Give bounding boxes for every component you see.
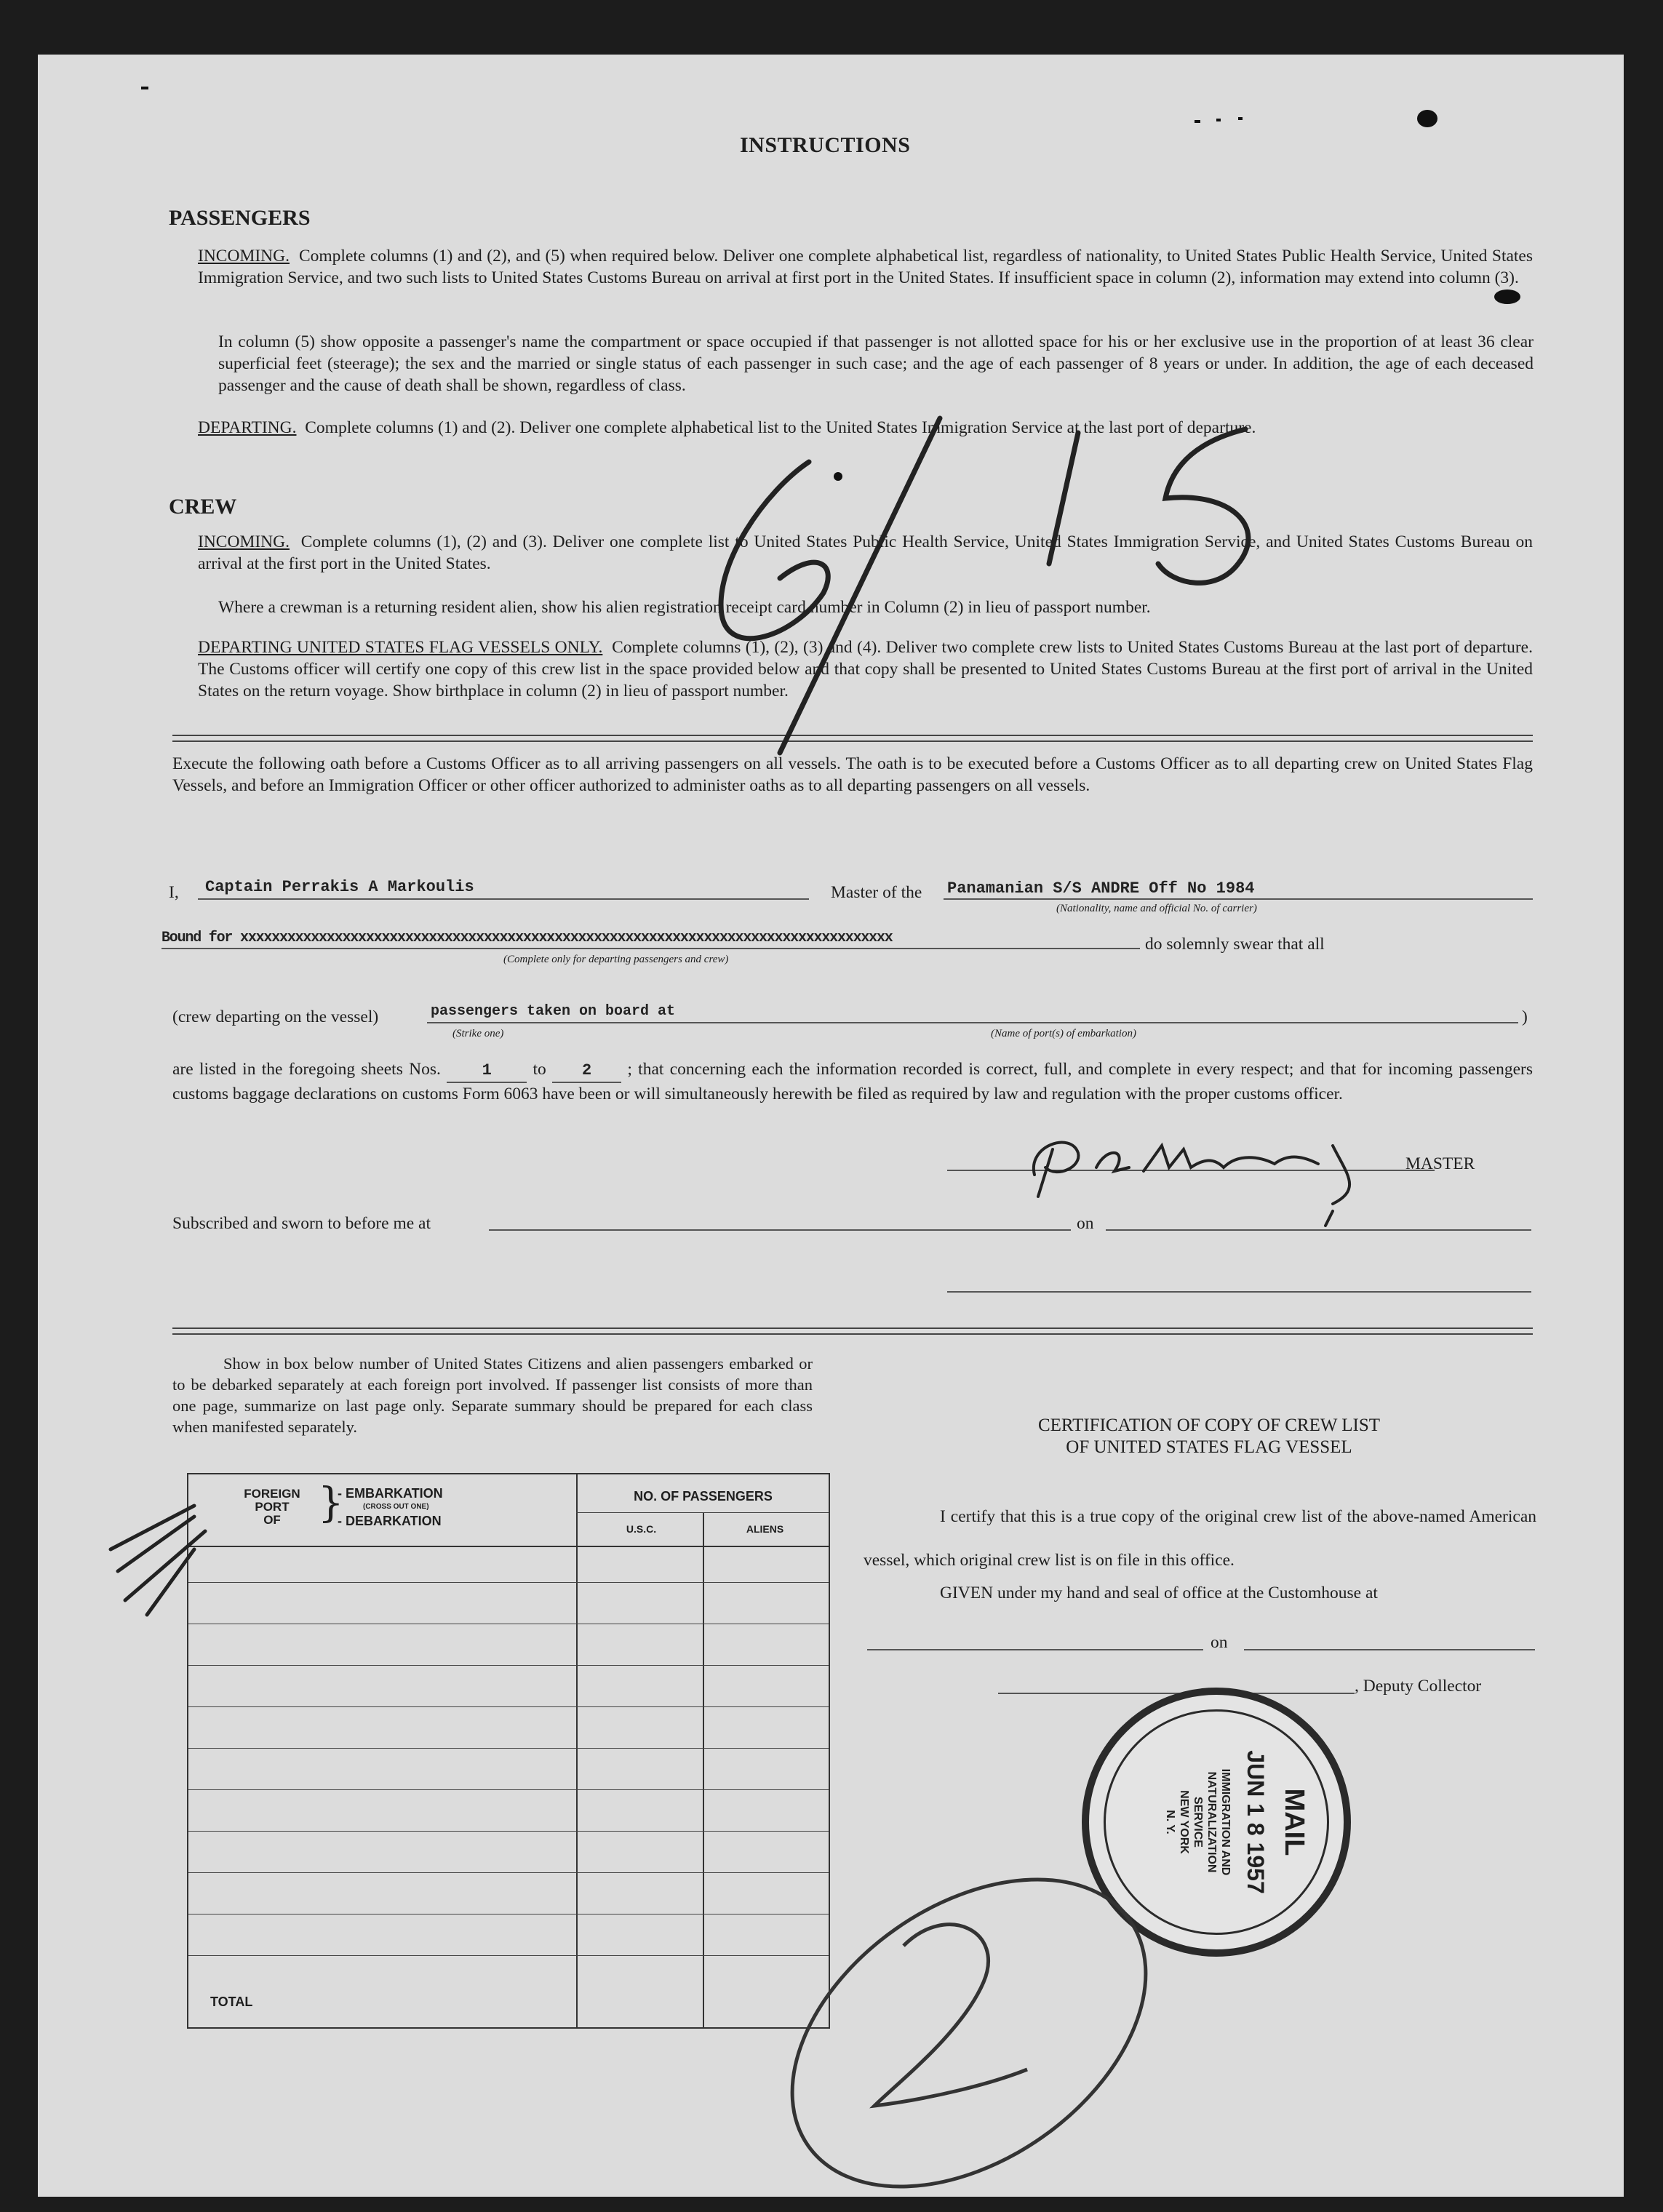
scan-marks (141, 87, 1520, 481)
col-foreign-port-line: OF (263, 1513, 281, 1527)
passengers-column5: In column (5) show opposite a passenger's name the compartment or space occupied if that passenger is not allotted space for his or her exclusive use in the proportion of at least 36 clear superficial feet (steerage); the sex and the married or single status of each passenger in such case; and the age of each passenger of 8 years or under. In addition, the age of each deceased passenger and the cause of death shall be shown, regardless of class. (218, 332, 1534, 395)
master-label: MASTER (1405, 1154, 1475, 1173)
stamp-line: SERVICE (1192, 1797, 1204, 1848)
crew-resident-alien: Where a crewman is a returning resident alien, show his alien registration receipt card number in Column (2) in lieu of passport number. (218, 598, 1151, 617)
passengers-departing-text: Complete columns (1) and (2). Deliver one complete alphabetical list to the United States Immigration Service at the last port of departure. (305, 418, 1256, 437)
bound-caption: (Complete only for departing passengers and crew) (503, 954, 729, 965)
total-label: TOTAL (210, 1995, 253, 2009)
crew-incoming-text: Complete columns (1), (2) and (3). Deliver one complete list to United States Public Health Service, United States Immigration Service, and United States Customs Bureau on arrival at the first port in the United States. (198, 532, 1533, 573)
sheets-prefix: are listed in the foregoing sheets Nos. (172, 1060, 441, 1079)
certification-heading-line2: OF UNITED STATES FLAG VESSEL (1066, 1437, 1352, 1457)
sheet-from: 1 (447, 1060, 527, 1083)
circled-number-2 (735, 1816, 1203, 2197)
certify-text: I certify that this is a true copy of the original crew list of the above-named American vessel, which original crew list is on file in this office. (864, 1507, 1536, 1570)
oath-i-label: I, (169, 883, 179, 902)
crew-incoming-label: INCOMING. (198, 532, 290, 551)
strike-caption: (Strike one) (452, 1028, 504, 1039)
passengers-incoming-label: INCOMING. (198, 247, 290, 265)
sheets-text: ; that concerning each the information recorded is correct, full, and complete in every respect; and that for incoming passengers customs baggage declarations on customs Form 6063 have been or will simultaneously herewith be filed as required by law and regulation with the proper customs officer. (172, 1060, 1534, 1103)
document-page (38, 55, 1624, 2197)
cross-out-label: (CROSS OUT ONE) (363, 1503, 429, 1511)
deputy-collector-label: , Deputy Collector (1355, 1677, 1482, 1696)
stamp-line: N. Y. (1164, 1810, 1176, 1834)
master-of-label: Master of the (831, 883, 922, 902)
close-paren: ) (1522, 1007, 1528, 1026)
crew-heading: CREW (169, 495, 237, 519)
debarkation-label: - DEBARKATION (338, 1514, 442, 1528)
strike-text: passengers taken on board at (431, 1003, 676, 1020)
col-foreign-port-line: FOREIGN (244, 1487, 300, 1501)
given-text: GIVEN under my hand and seal of office at the Customhouse at (940, 1584, 1378, 1602)
master-signature (1034, 1143, 1349, 1226)
passengers-heading: PASSENGERS (169, 206, 311, 230)
hand-slash-marks (111, 1506, 205, 1615)
stamp-date: JUN 1 8 1957 (1243, 1750, 1269, 1894)
subscribed-on-label: on (1077, 1214, 1094, 1233)
summary-instruction: Show in box below number of United States Citizens and alien passengers embarked or to be debarked separately at each foreign port involved. If passenger list consists of more than one page, summarize on last page only. Separate summary should be prepared for each class when manifested separately. (172, 1354, 813, 1436)
no-of-passengers-header: NO. OF PASSENGERS (634, 1489, 773, 1504)
bound-for: Bound for xxxxxxxxxxxxxxxxxxxxxxxxxxxxxxxxxxxxxxxxxxxxxxxxxxxxxxxxxxxxxxxxxxxxxxxxxxxxxxxxxxx (161, 930, 893, 946)
handwritten-number-6-15 (721, 418, 1248, 753)
passengers-departing-label: DEPARTING. (198, 418, 297, 437)
col-foreign-port-line: PORT (255, 1500, 290, 1514)
brace: } (318, 1480, 344, 1527)
swear-text: do solemnly swear that all (1145, 935, 1325, 954)
certification-heading-line1: CERTIFICATION OF COPY OF CREW LIST (1037, 1416, 1381, 1435)
port-caption: (Name of port(s) of embarkation) (991, 1028, 1136, 1039)
vessel-name: Panamanian S/S ANDRE Off No 1984 (947, 879, 1255, 898)
passengers-incoming-text: Complete columns (1) and (2), and (5) when required below. Deliver one complete alphabetical list, regardless of nationality, to United States Public Health Service, United States Immigration Service, and two such lists to United States Customs Bureau on arrival at first port in the United States. If insufficient space in column (2), information may extend into column (3). (198, 247, 1534, 287)
oath-intro: Execute the following oath before a Customs Officer as to all arriving passengers on all vessels. The oath is to be executed before a Customs Officer as to all departing crew on United States Flag Vessels, and before an Immigration Officer or other officer authorized to administer oaths as to all departing passengers on all vessels. (172, 754, 1533, 795)
stamp-mail: MAIL (1279, 1788, 1309, 1856)
aliens-header: ALIENS (746, 1523, 784, 1535)
stamp-line: IMMIGRATION AND (1219, 1768, 1232, 1876)
usc-header: U.S.C. (626, 1523, 657, 1535)
page-title: INSTRUCTIONS (740, 133, 911, 157)
hand-annotations (38, 55, 1624, 2197)
crew-departing-text: Complete columns (1), (2), (3) and (4). Deliver two complete crew lists to United States Customs Bureau at the last port of departure. The Customs officer will certify one copy of this crew list in the space provided below and that copy shall be presented to United States Customs Bureau at the first port of arrival in the United States on the return voyage. Show birthplace in column (2) in lieu of passport number. (198, 638, 1533, 700)
crew-departing-label: DEPARTING UNITED STATES FLAG VESSELS ONLY. (198, 638, 603, 657)
master-name: Captain Perrakis A Markoulis (205, 878, 474, 896)
to-label: to (533, 1060, 546, 1079)
embarkation-label: - EMBARKATION (338, 1486, 443, 1501)
vessel-caption: (Nationality, name and official No. of carrier) (1056, 903, 1257, 914)
cert-on-label: on (1211, 1633, 1228, 1652)
subscribed-label: Subscribed and sworn to before me at (172, 1214, 431, 1233)
stamp-line: NATURALIZATION (1205, 1771, 1218, 1873)
sheet-to: 2 (552, 1060, 621, 1083)
stamp-line: NEW YORK (1178, 1790, 1190, 1854)
crew-departing-vessel-label: (crew departing on the vessel) (172, 1007, 379, 1026)
